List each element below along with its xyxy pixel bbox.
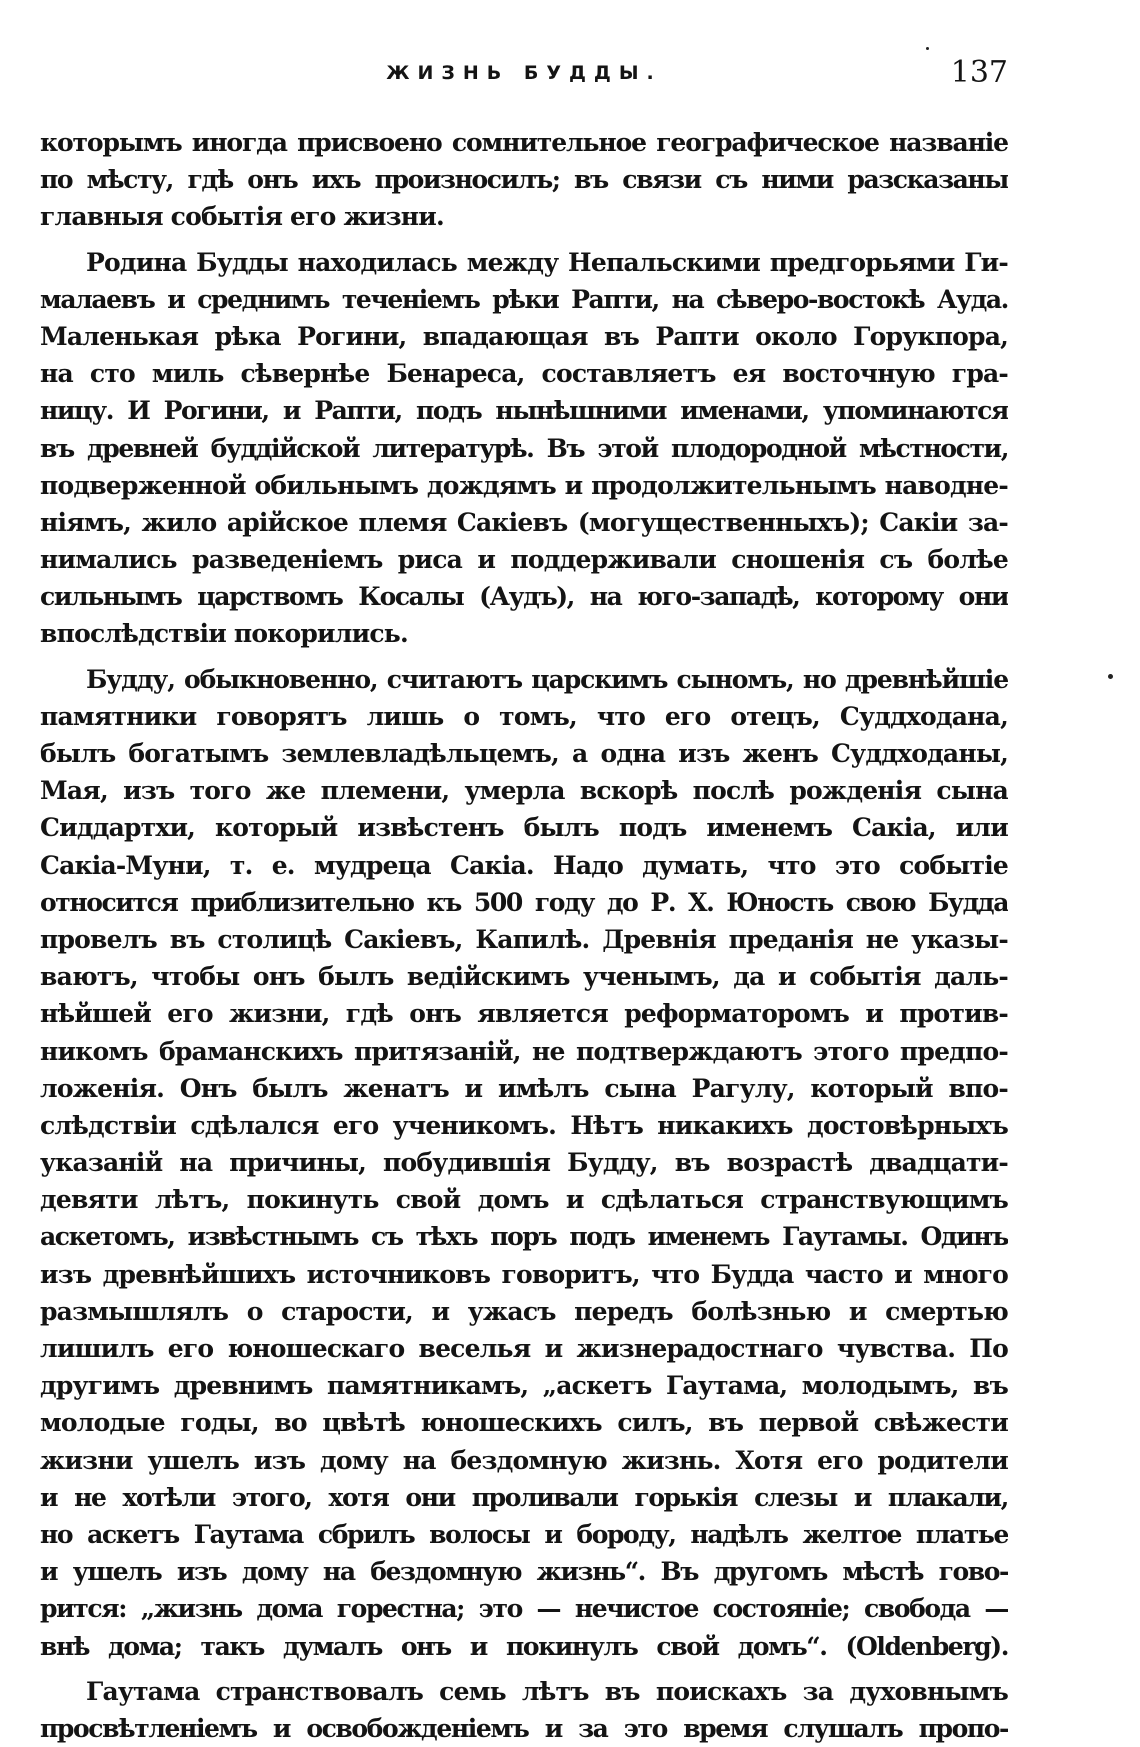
text-line: никомъ браманскихъ притязаній, не подтверждаютъ этого предпо- — [40, 1036, 1008, 1066]
text-line: нимались разведеніемъ риса и поддерживали сношенія съ болѣе — [40, 545, 1008, 575]
text-line: аскетомъ, извѣстнымъ съ тѣхъ поръ подъ именемъ Гаутамы. Одинъ — [40, 1222, 1008, 1252]
text-line: Будду, обыкновенно, считаютъ царскимъ сыномъ, но древнѣйшіе — [86, 664, 1008, 694]
body-text — [40, 124, 1008, 1747]
text-line: лишилъ его юношескаго веселья и жизнерадостнаго чувства. По — [40, 1334, 1008, 1363]
text-line: впослѣдствіи покорились. — [40, 619, 408, 649]
text-line: по мѣсту, гдѣ онъ ихъ произносилъ; въ связи съ ними разсказаны — [40, 165, 1008, 195]
print-speck — [926, 47, 929, 50]
text-line: въ древней буддійской литературѣ. Въ этой плодородной мѣстности, — [40, 433, 1008, 463]
text-line: которымъ иногда присвоено сомнительное географическое названіе — [40, 128, 1008, 157]
text-line: но аскетъ Гаутама сбрилъ волосы и бороду, надѣлъ желтое платье — [40, 1519, 1008, 1549]
paragraph — [40, 244, 1008, 653]
text-line: просвѣтленіемъ и освобожденіемъ и за это время слушалъ пропо- — [40, 1713, 1008, 1743]
text-line: указаній на причины, побудившія Будду, въ возрастѣ двадцати- — [40, 1148, 1008, 1178]
text-line: Родина Будды находилась между Непальскими предгорьями Ги- — [86, 247, 1008, 277]
text-line: девяти лѣтъ, покинуть свой домъ и сдѣлаться странствующимъ — [40, 1185, 1008, 1215]
text-line: подверженной обильнымъ дождямъ и продолжительнымъ наводне- — [40, 470, 1008, 500]
text-line: изъ древнѣйшихъ источниковъ говоритъ, что Будда часто и много — [40, 1259, 1008, 1289]
text-line: относится приблизительно къ 500 году до Р. Х. Юность свою Будда — [40, 887, 1008, 917]
text-line: Маленькая рѣка Рогини, впадающая въ Рапти около Горукпора, — [40, 321, 1008, 351]
text-line: былъ богатымъ землевладѣльцемъ, а одна изъ женъ Суддходаны, — [40, 739, 1008, 768]
page-number: 137 — [950, 55, 1008, 90]
text-line: главныя событія его жизни. — [40, 202, 444, 232]
text-line: ніямъ, жило арійское племя Сакіевъ (могущественныхъ); Сакіи за- — [40, 507, 1008, 537]
text-line: на сто миль сѣвернѣе Бенареса, составляетъ ея восточную гра- — [40, 359, 1008, 389]
text-line: другимъ древнимъ памятникамъ, „аскетъ Гаутама, молодымъ, въ — [40, 1371, 1008, 1401]
paragraph — [40, 1673, 1008, 1747]
text-line: внѣ дома; такъ думалъ онъ и покинулъ свой домъ“. (Oldenberg). — [40, 1631, 1008, 1661]
text-line: и не хотѣли этого, хотя они проливали горькія слезы и плакали, — [40, 1482, 1008, 1512]
text-line: размышлялъ о старости, и ужасъ передъ болѣзнью и смертью — [40, 1296, 1008, 1326]
paragraph — [40, 661, 1008, 1665]
running-header — [40, 55, 1008, 98]
text-line: Сакіа-Муни, т. е. мудреца Сакіа. Надо думать, что это событіе — [40, 850, 1008, 880]
text-line: нѣйшей его жизни, гдѣ онъ является реформаторомъ и против- — [40, 999, 1008, 1029]
print-speck — [1108, 674, 1113, 679]
text-line: рится: „жизнь дома горестна; это — нечистое состояніе; свобода — — [40, 1594, 1008, 1624]
text-line: жизни ушелъ изъ дому на бездомную жизнь. Хотя его родители — [40, 1445, 1008, 1475]
text-line: ложенія. Онъ былъ женатъ и имѣлъ сына Рагулу, который впо- — [40, 1073, 1008, 1103]
text-line: сильнымъ царствомъ Косалы (Аудъ), на юго-западѣ, которому они — [40, 582, 1008, 612]
text-line: провелъ въ столицѣ Сакіевъ, Капилѣ. Древнія преданія не указы- — [40, 924, 1008, 954]
text-line: и ушелъ изъ дому на бездомную жизнь“. Въ другомъ мѣстѣ гово- — [40, 1557, 1008, 1587]
text-line: ницу. И Рогини, и Рапти, подъ нынѣшними именами, упоминаются — [40, 396, 1008, 426]
running-title: ЖИЗНЬ БУДДЫ. — [386, 62, 662, 84]
text-line: Мая, изъ того же племени, умерла вскорѣ послѣ рожденія сына — [40, 776, 1008, 806]
text-line: малаевъ и среднимъ теченіемъ рѣки Рапти, на сѣверо-востокѣ Ауда. — [40, 284, 1008, 314]
text-line: слѣдствіи сдѣлался его ученикомъ. Нѣтъ никакихъ достовѣрныхъ — [40, 1110, 1008, 1140]
text-line: молодые годы, во цвѣтѣ юношескихъ силъ, въ первой свѣжести — [40, 1408, 1008, 1438]
text-line: ваютъ, чтобы онъ былъ ведійскимъ ученымъ, да и событія даль- — [40, 962, 1008, 992]
text-line: Гаутама странствовалъ семь лѣтъ въ поискахъ за духовнымъ — [86, 1676, 1008, 1706]
text-line: Сиддартхи, который извѣстенъ былъ подъ именемъ Сакіа, или — [40, 813, 1008, 843]
text-line: памятники говорятъ лишь о томъ, что его отецъ, Суддходана, — [40, 701, 1008, 731]
paragraph — [40, 124, 1008, 236]
